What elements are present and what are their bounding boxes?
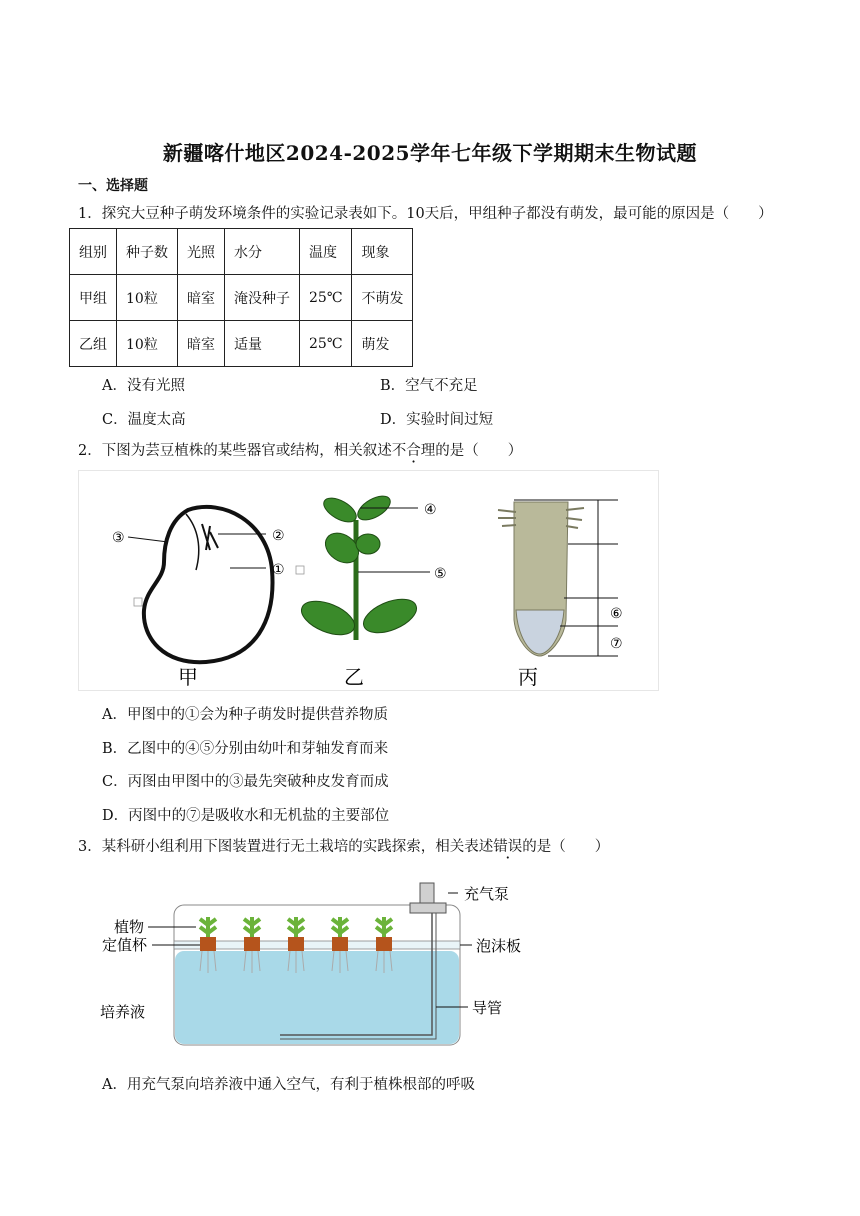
root-label-6: ⑥ <box>610 606 623 622</box>
table-cell: 10粒 <box>117 321 178 367</box>
label-foam: 泡沫板 <box>476 937 522 955</box>
figure-bing-label: 丙 <box>518 665 538 689</box>
q3-option-a[interactable]: A．用充气泵向培养液中通入空气，有利于植株根部的呼吸 <box>102 1077 475 1093</box>
table-header-cell: 组别 <box>70 229 117 275</box>
table-cell: 淹没种子 <box>225 275 300 321</box>
q2-option-b[interactable]: B．乙图中的④⑤分别由幼叶和芽轴发育而来 <box>102 741 389 757</box>
label-solution: 培养液 <box>100 1003 146 1021</box>
q2-option-c[interactable]: C．丙图由甲图中的③最先突破种皮发育而成 <box>102 774 389 790</box>
table-cell: 萌发 <box>352 321 413 367</box>
label-tube: 导管 <box>472 999 503 1017</box>
root-label-7: ⑦ <box>610 636 623 652</box>
q2-option-d[interactable]: D．丙图中的⑦是吸收水和无机盐的主要部位 <box>102 808 390 824</box>
table-header-cell: 温度 <box>300 229 352 275</box>
label-pump: 充气泵 <box>464 885 510 903</box>
seed-label-1: ① <box>272 562 285 578</box>
q1-option-c[interactable]: C．温度太高 <box>102 412 186 428</box>
table-cell: 25℃ <box>300 275 352 321</box>
q2-option-a[interactable]: A．甲图中的①会为种子萌发时提供营养物质 <box>102 707 388 723</box>
table-cell: 25℃ <box>300 321 352 367</box>
table-row <box>70 321 413 367</box>
table-row <box>70 275 413 321</box>
table-header-row <box>70 229 413 275</box>
page-title: 新疆喀什地区2024-2025学年七年级下学期期末生物试题 <box>162 141 698 165</box>
table-cell: 暗室 <box>178 321 225 367</box>
q3-stem-emphasis: 错误 <box>493 839 523 855</box>
seed-label-2: ② <box>272 528 285 544</box>
figure-jia-label: 甲 <box>178 665 198 689</box>
question-2-stem <box>78 439 522 460</box>
seed-label-3: ③ <box>112 530 125 546</box>
table-header-cell: 现象 <box>352 229 413 275</box>
experiment-table <box>69 228 413 367</box>
label-plant: 植物 <box>114 918 145 936</box>
table-cell: 乙组 <box>70 321 117 367</box>
q2-stem-prefix: 2．下图为芸豆植株的某些器官或结构，相关叙述 <box>78 443 392 459</box>
q1-option-b[interactable]: B．空气不充足 <box>380 378 478 394</box>
table-cell: 甲组 <box>70 275 117 321</box>
q3-stem-suffix: 的是（ ） <box>522 839 610 855</box>
q2-stem-emphasis: 不合理 <box>391 443 436 459</box>
plant-structures-figure <box>78 470 660 692</box>
table-cell: 10粒 <box>117 275 178 321</box>
table-cell: 暗室 <box>178 275 225 321</box>
q1-option-a[interactable]: A．没有光照 <box>102 378 185 394</box>
q2-stem-suffix: 的是（ ） <box>435 443 523 459</box>
q1-option-d[interactable]: D．实验时间过短 <box>380 412 494 428</box>
question-1-stem: 1．探究大豆种子萌发环境条件的实验记录表如下。10天后，甲组种子都没有萌发，最可能的原因是（ ） <box>78 206 773 222</box>
label-cup: 定值杯 <box>102 936 148 954</box>
table-header-cell: 种子数 <box>117 229 178 275</box>
table-header-cell: 水分 <box>225 229 300 275</box>
table-cell: 不萌发 <box>352 275 413 321</box>
table-header-cell: 光照 <box>178 229 225 275</box>
table-cell: 适量 <box>225 321 300 367</box>
section-heading: 一、选择题 <box>78 178 148 194</box>
seedling-label-4: ④ <box>424 502 437 518</box>
hydroponics-apparatus-figure <box>100 875 540 1050</box>
question-3-stem <box>78 835 609 856</box>
figure-yi-label: 乙 <box>344 665 364 689</box>
seedling-label-5: ⑤ <box>434 566 447 582</box>
q3-stem-prefix: 3．某科研小组利用下图装置进行无土栽培的实践探索，相关表述 <box>78 839 494 855</box>
